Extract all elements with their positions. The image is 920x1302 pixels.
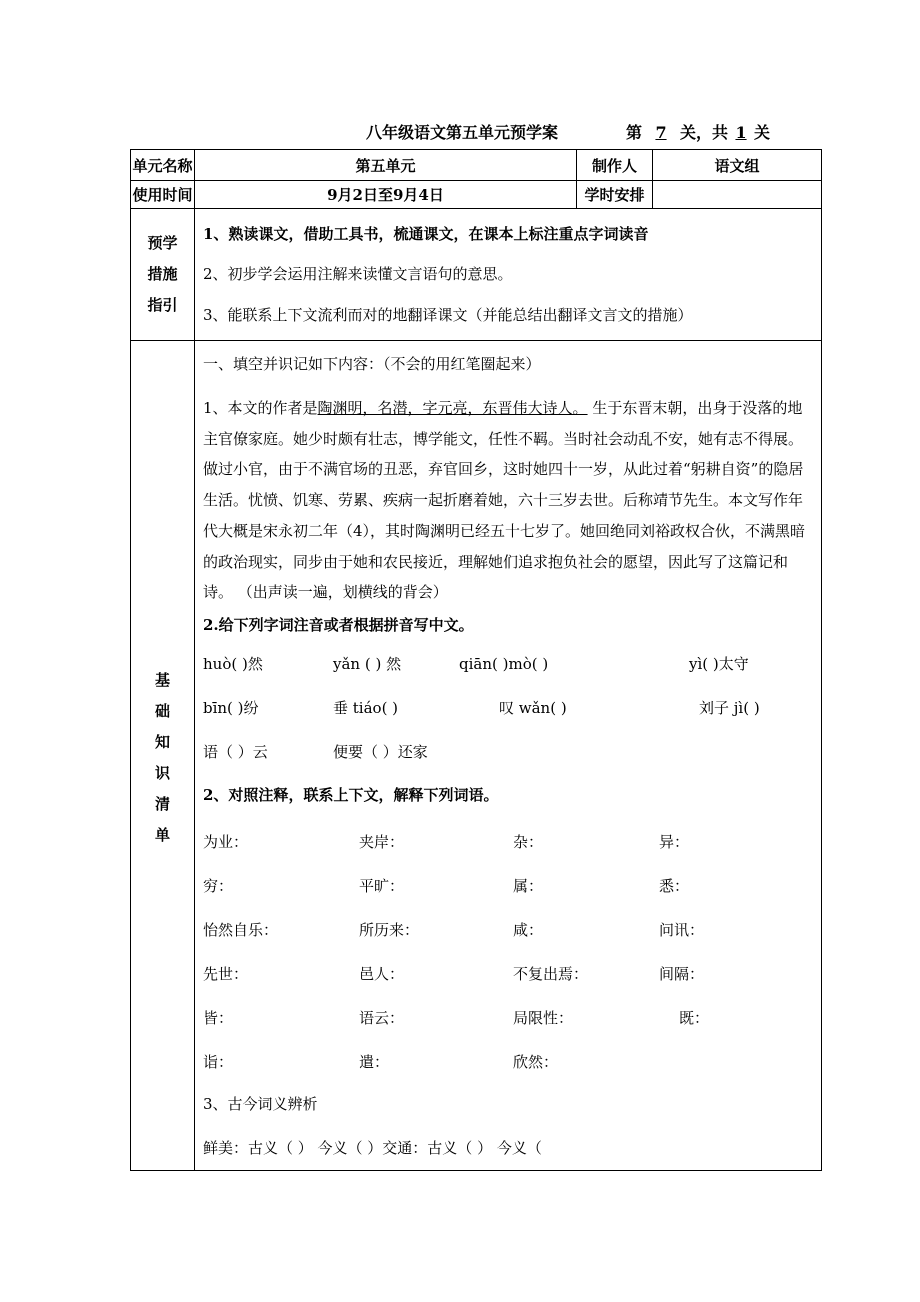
vocab-item: 杂： — [513, 832, 544, 851]
basics-side-char: 识 — [154, 764, 170, 783]
page-prefix: 第 — [626, 123, 643, 142]
page-total: 1 — [735, 123, 747, 142]
guide-item: 3、能联系上下文流利而对的地翻译课文（并能总结出翻译文言文的措施） — [203, 306, 693, 324]
vocab-row — [203, 1036, 815, 1080]
vocab-item: 所历来： — [359, 920, 420, 939]
author-paragraph-rest: 生于东晋末朝，出身于没落的地主官僚家庭。她少时颇有壮志，博学能文，任性不羁。当时社会动乱不安，她有志不得展。做过小官，由于不满官场的丑恶，弃官回乡，这时她四十一岁，从此过着“躬耕自资”的隐居生活。忧愤、饥寒、劳累、疾病一起折磨着她，六十三岁去世。后称靖节先生。本文写作年代大概是宋永初二年（4），其时陶渊明已经五十七岁了。她回绝同刘裕政权合伙，不满黑暗的政治现实，同步由于她和农民接近，理解她们追求抱负社会的愿望，因此写了这篇记和诗。 （出声读一遍，划横线的背会） — [203, 399, 806, 602]
guide-content — [195, 209, 822, 341]
basics-content — [195, 341, 822, 1171]
vocab-item: 穷： — [203, 876, 234, 895]
guide-item: 1、熟读课文，借助工具书，梳通课文，在课本上标注重点字词读音 — [203, 225, 649, 243]
pinyin-item: 垂 tiáo( ) — [333, 698, 399, 717]
pinyin-item: 刘子 jì( ) — [699, 698, 760, 717]
guide-side-line: 措施 — [147, 265, 178, 283]
page-current: 7 — [655, 123, 667, 142]
pinyin-item: 便要（ ）还家 — [333, 742, 428, 761]
basics-side-char: 知 — [154, 733, 170, 752]
vocab-item: 欣然： — [513, 1052, 559, 1071]
vocab-row — [203, 904, 815, 948]
meta-row-unit — [131, 150, 822, 181]
vocab-item: 遣： — [359, 1052, 390, 1071]
section2-title: 2.给下列字词注音或者根据拼音写中文。 — [203, 615, 474, 634]
vocab-item: 局限性： — [513, 1008, 574, 1027]
unit-label: 单元名称 — [131, 150, 195, 181]
document-header — [130, 116, 820, 144]
vocab-item: 怡然自乐： — [203, 920, 279, 939]
basics-side-char: 清 — [154, 795, 170, 814]
vocab-item: 既： — [679, 1008, 710, 1027]
section1-title: 一、填空并识记如下内容：（不会的用红笔圈起来） — [203, 355, 541, 373]
basics-side-char: 单 — [154, 826, 170, 845]
author-paragraph-lead: 1、本文的作者是 — [203, 399, 318, 417]
maker-value: 语文组 — [653, 150, 822, 181]
vocab-item: 平旷： — [359, 876, 405, 895]
guide-side-line: 预学 — [147, 234, 178, 252]
pinyin-row — [203, 730, 815, 774]
basics-side-label — [131, 341, 195, 1171]
vocab-item: 属： — [513, 876, 544, 895]
vocab-item: 皆： — [203, 1008, 234, 1027]
basics-side-char: 础 — [154, 702, 170, 721]
guide-side-line: 指引 — [147, 296, 178, 314]
vocab-item: 间隔： — [659, 964, 705, 983]
pinyin-row — [203, 642, 815, 686]
schedule-label: 学时安排 — [577, 181, 653, 209]
pinyin-item: bīn( )纷 — [203, 698, 259, 717]
pinyin-item: 语（ ）云 — [203, 742, 268, 761]
schedule-value — [653, 181, 822, 209]
unit-value: 第五单元 — [195, 150, 577, 181]
basics-row — [131, 341, 822, 1171]
section3-title: 2、对照注释，联系上下文，解释下列词语。 — [203, 785, 499, 804]
vocab-row — [203, 992, 815, 1036]
vocab-row — [203, 948, 815, 992]
pinyin-item: 叹 wǎn( ) — [499, 698, 567, 717]
guide-row — [131, 209, 822, 341]
vocab-item: 悉： — [659, 876, 690, 895]
study-plan-table — [130, 149, 822, 1171]
vocab-item: 先世： — [203, 964, 249, 983]
maker-label: 制作人 — [577, 150, 653, 181]
author-paragraph — [203, 393, 815, 608]
guide-item: 2、初步学会运用注解来读懂文言语句的意思。 — [203, 265, 513, 283]
vocab-item: 异： — [659, 832, 690, 851]
page-suffix: 关 — [754, 123, 771, 142]
word-meaning-line: 鲜美：古义（ ） 今义（ ）交通：古义（ ） 今义（ — [203, 1138, 542, 1157]
guide-side-label — [131, 209, 195, 341]
vocab-item: 问讯： — [659, 920, 705, 939]
time-value: 9月2日至9月4日 — [195, 181, 577, 209]
pinyin-item: huò( )然 — [203, 654, 263, 673]
vocab-item: 咸： — [513, 920, 544, 939]
vocab-row — [203, 816, 815, 860]
vocab-item: 夹岸： — [359, 832, 405, 851]
vocab-item: 邑人： — [359, 964, 405, 983]
meta-row-time — [131, 181, 822, 209]
vocab-row — [203, 860, 815, 904]
pinyin-item: qiān( )mò( ) — [459, 654, 549, 673]
pinyin-item: yǎn ( ) 然 — [333, 654, 402, 673]
document-title: 八年级语文第五单元预学案 — [366, 123, 559, 142]
author-paragraph-underlined: 陶渊明，名潜，字元亮，东晋伟大诗人。 — [317, 399, 588, 417]
time-label: 使用时间 — [131, 181, 195, 209]
pinyin-row — [203, 686, 815, 730]
vocab-item: 语云： — [359, 1008, 405, 1027]
vocab-item: 不复出焉： — [513, 964, 589, 983]
pinyin-item: yì( )太守 — [689, 654, 749, 673]
page-counter — [626, 120, 770, 143]
vocab-item: 为业： — [203, 832, 249, 851]
page-middle: 关，共 — [680, 123, 729, 142]
basics-side-char: 基 — [154, 671, 170, 690]
section4-title: 3、古今词义辨析 — [203, 1094, 318, 1113]
vocab-item: 诣： — [203, 1052, 234, 1071]
